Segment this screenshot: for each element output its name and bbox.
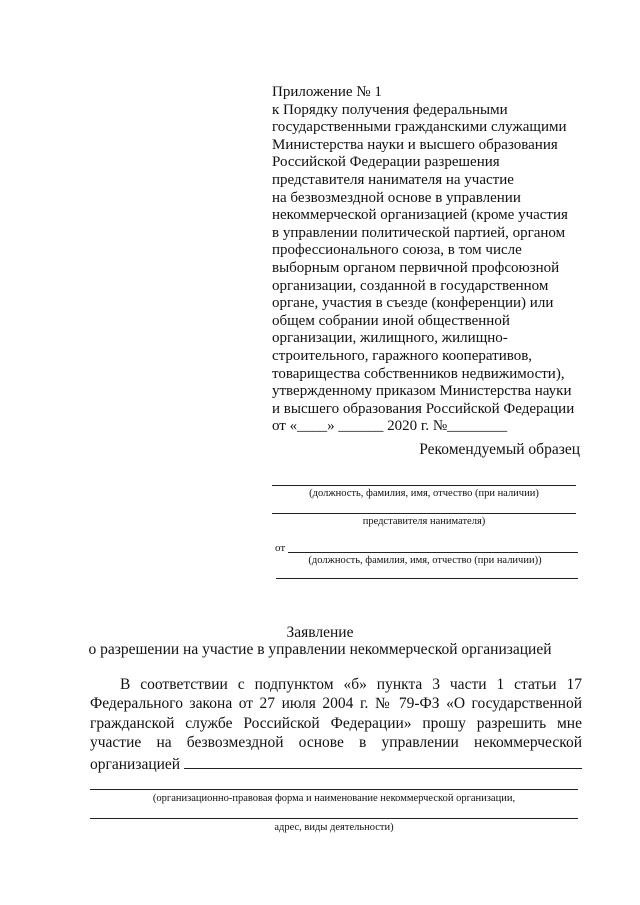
appendix-line: представителя нанимателя на участие — [272, 171, 514, 188]
appendix-line: и высшего образования Российской Федерации — [272, 400, 575, 417]
organization-details-caption: (организационно-правовая форма и наименование некоммерческой организации, — [152, 793, 516, 804]
appendix-line: Министерства науки и высшего образования — [272, 136, 558, 153]
appendix-line: органе, участия в съезде (конференции) или — [272, 295, 554, 312]
organization-line — [90, 753, 582, 774]
organization-details-line[interactable] — [90, 789, 578, 790]
from-label: от — [275, 542, 286, 554]
appendix-line: от «____» ______ 2020 г. №________ — [272, 418, 508, 435]
appendix-line: выборным органом первичной профсоюзной — [272, 259, 560, 276]
body-line: участие на безвозмездной основе в управлении некоммерческой — [90, 734, 582, 752]
organization-label: организацией — [90, 755, 181, 773]
address-activity-line[interactable] — [90, 818, 578, 819]
body-line: Федерального закона от 27 июля 2004 г. № 79-ФЗ «О государственной — [90, 695, 582, 713]
appendix-block — [272, 84, 602, 436]
appendix-line: общем собрании иной общественной — [272, 312, 510, 329]
employer-representative-line[interactable] — [272, 513, 576, 514]
appendix-line: утвержденному приказом Министерства науки — [272, 383, 572, 400]
applicant-name-line[interactable] — [288, 552, 578, 553]
appendix-line: на безвозмездной основе в управлении — [272, 189, 521, 206]
employer-representative-caption: представителя нанимателя) — [362, 516, 486, 527]
body-line: гражданской службе Российской Федерации» прошу разрешить мне — [90, 714, 582, 732]
appendix-line: строительного, гаражного кооперативов, — [272, 347, 533, 364]
applicant-name-caption: (должность, фамилия, имя, отчество (при наличии)) — [308, 555, 542, 566]
appendix-line: Российской Федерации разрешения — [272, 154, 500, 171]
appendix-line: профессионального союза, в том числе — [272, 242, 522, 259]
position-name-caption: (должность, фамилия, имя, отчество (при наличии) — [309, 488, 539, 499]
position-name-line[interactable] — [272, 485, 576, 486]
document-title: Заявление — [286, 624, 354, 641]
statement-body — [90, 675, 582, 774]
appendix-line: товарищества собственников недвижимости), — [272, 365, 565, 382]
document-subtitle: о разрешении на участие в управлении некоммерческой организацией — [88, 641, 552, 658]
appendix-line: к Порядку получения федеральными — [272, 101, 508, 118]
applicant-extra-line[interactable] — [276, 578, 578, 579]
body-line: В соответствии с подпунктом «б» пункта 3 части 1 статьи 17 — [120, 676, 582, 693]
appendix-line: организации, жилищного, жилищно- — [272, 330, 508, 347]
address-activity-caption: адрес, виды деятельности) — [274, 822, 394, 833]
recommended-sample-label: Рекомендуемый образец — [419, 441, 580, 458]
appendix-line: в управлении политической партией, органом — [272, 224, 566, 241]
appendix-line: государственными гражданскими служащими — [272, 119, 567, 136]
appendix-line: некоммерческой организацией (кроме участия — [272, 207, 568, 224]
appendix-line: Приложение № 1 — [272, 84, 382, 100]
appendix-line: организации, созданной в государственном — [272, 277, 549, 294]
organization-input-line[interactable] — [184, 753, 582, 769]
